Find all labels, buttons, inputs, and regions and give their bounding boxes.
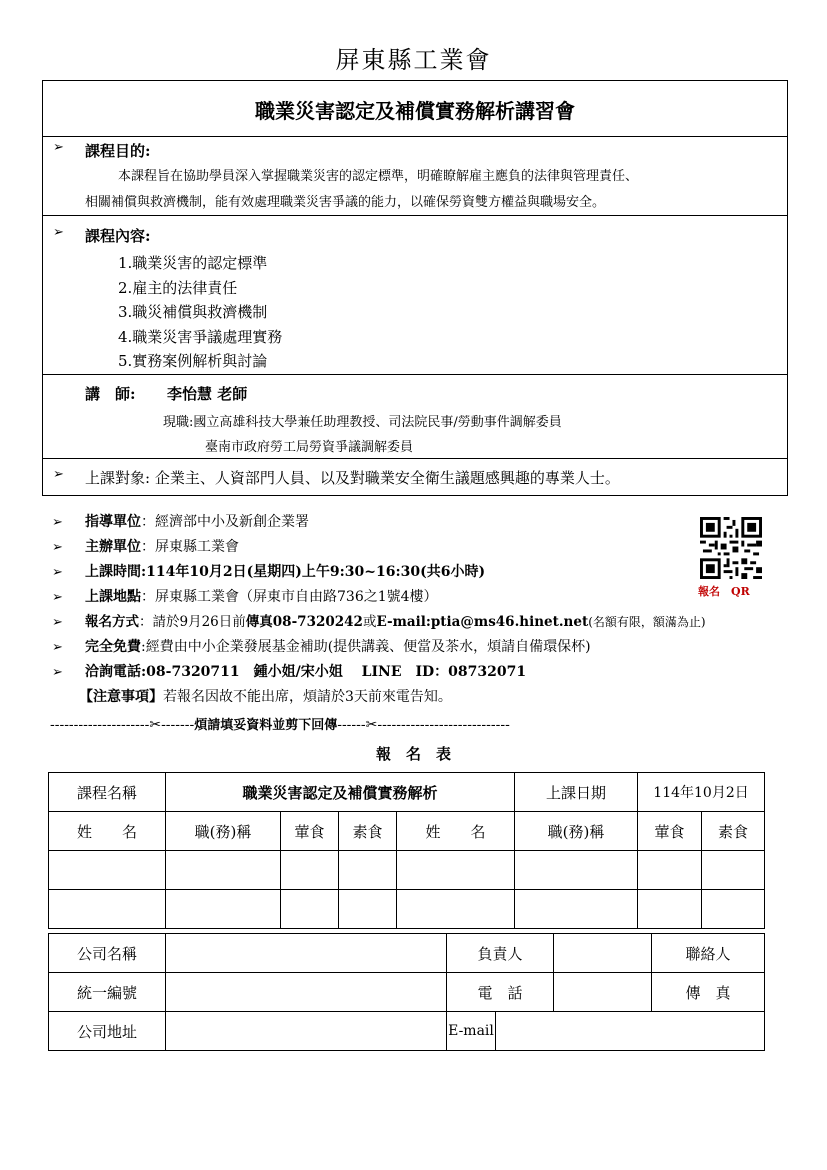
content-list (118, 251, 282, 374)
name-header: 姓 名 (397, 812, 515, 851)
signup-value: ：請於9月26日前 (139, 614, 246, 630)
course-date-label: 上課日期 (515, 773, 638, 812)
phone-field[interactable] (554, 973, 652, 1012)
course-name-label: 課程名稱 (49, 773, 166, 812)
qr-code-icon[interactable] (700, 517, 762, 579)
content-item: 5.實務案例解析與討論 (118, 352, 268, 370)
owner-label: 負責人 (447, 934, 554, 973)
scissors-icon: ✂ (149, 717, 162, 733)
company-name-field[interactable] (166, 934, 447, 973)
arrow-icon: ➢ (53, 467, 64, 482)
course-info-box (42, 80, 788, 496)
meat-cell[interactable] (638, 851, 702, 890)
veg-cell[interactable] (702, 851, 765, 890)
place-label: 上課地點 (85, 589, 141, 605)
course-date-value: 114年10月2日 (638, 773, 765, 812)
event-info (52, 510, 792, 709)
name-cell[interactable] (397, 890, 515, 929)
veg-header: 素食 (339, 812, 397, 851)
job-cell[interactable] (515, 851, 638, 890)
qr-label: 報名 QR (698, 585, 750, 598)
cut-line (50, 714, 510, 733)
free-value: :經費由中小企業發展基金補助(提供講義、便當及茶水，煩請自備環保杯) (141, 639, 591, 655)
content-item: 2.雇主的法律責任 (118, 278, 238, 297)
name-cell[interactable] (397, 851, 515, 890)
organization-title: 屏東縣工業會 (335, 46, 492, 74)
instructor-label: 講 師: (85, 385, 136, 403)
address-label: 公司地址 (49, 1012, 166, 1051)
name-cell[interactable] (49, 890, 166, 929)
table-row (49, 851, 765, 890)
company-name-label: 公司名稱 (49, 934, 166, 973)
time-value: :114年10月2日(星期四)上午9:30~16:30(共6小時) (141, 564, 486, 580)
course-title: 職業災害認定及補償實務解析講習會 (255, 99, 575, 123)
registration-table (48, 772, 765, 929)
free-label: 完全免費 (85, 639, 141, 655)
address-field[interactable] (166, 1012, 447, 1051)
signup-label: 報名方式 (85, 614, 139, 630)
cut-instruction: 煩請填妥資料並剪下回傳 (194, 718, 338, 733)
phone-label: 電 話 (447, 973, 554, 1012)
arrow-icon: ➢ (53, 140, 64, 155)
instructor-name: 李怡慧 老師 (167, 385, 248, 403)
guide-label: 指導單位 (85, 514, 141, 530)
arrow-icon: ➢ (52, 515, 63, 530)
tax-id-field[interactable] (166, 973, 447, 1012)
dashes: --------------------- (50, 717, 150, 733)
purpose-line2: 相關補償與救濟機制，能有效處理職業災害爭議的能力，以確保勞資雙方權益與職場安全。 (85, 195, 606, 210)
email-label: E-mail (447, 1012, 496, 1051)
job-title-header: 職(務)稱 (515, 812, 638, 851)
arrow-icon: ➢ (52, 590, 63, 605)
meat-header: 葷食 (281, 812, 339, 851)
time-label: 上課時間 (85, 564, 141, 580)
name-header: 姓 名 (49, 812, 166, 851)
instructor-line1: 現職:國立高雄科技大學兼任助理教授、司法院民事/勞動事件調解委員 (163, 415, 562, 430)
notice-value: 若報名因故不能出席，煩請於3天前來電告知。 (163, 689, 452, 705)
place-value: ：屏東縣工業會（屏東市自由路736之1號4樓） (141, 589, 438, 605)
arrow-icon: ➢ (52, 640, 63, 655)
arrow-icon: ➢ (52, 615, 63, 630)
job-cell[interactable] (166, 890, 281, 929)
host-label: 主辦單位 (85, 539, 141, 555)
job-cell[interactable] (166, 851, 281, 890)
arrow-icon: ➢ (52, 540, 63, 555)
owner-field[interactable] (554, 934, 652, 973)
meat-cell[interactable] (281, 890, 339, 929)
table-row (49, 890, 765, 929)
meat-header: 葷食 (638, 812, 702, 851)
signup-note: (名額有限，額滿為止) (588, 615, 706, 629)
arrow-icon: ➢ (53, 225, 64, 240)
guide-value: ：經濟部中小及新創企業署 (141, 514, 309, 530)
dashes: ------ (337, 717, 366, 733)
purpose-label: 課程目的: (85, 142, 151, 160)
fax-label: 傳 真 (652, 973, 765, 1012)
instructor-line2: 臺南市政府勞工局勞資爭議調解委員 (205, 440, 414, 455)
content-item: 3.職災補償與救濟機制 (118, 303, 268, 321)
signup-email[interactable]: E-mail:ptia@ms46.hinet.net (376, 614, 589, 630)
notice-label: 【注意事項】 (79, 689, 163, 705)
veg-cell[interactable] (339, 890, 397, 929)
contact-label: 聯絡人 (652, 934, 765, 973)
tax-id-label: 統一編號 (49, 973, 166, 1012)
dashes: ---------------------------- (377, 717, 510, 733)
meat-cell[interactable] (638, 890, 702, 929)
veg-header: 素食 (702, 812, 765, 851)
veg-cell[interactable] (339, 851, 397, 890)
company-table (48, 933, 765, 1051)
signup-or: 或 (362, 614, 377, 630)
purpose-line1: 本課程旨在協助學員深入掌握職業災害的認定標準，明確瞭解雇主應負的法律與管理責任、 (118, 169, 639, 184)
job-cell[interactable] (515, 890, 638, 929)
content-item: 1.職業災害的認定標準 (118, 254, 268, 272)
dashes: ------- (161, 717, 195, 733)
form-title: 報 名 表 (375, 745, 451, 763)
course-name-value: 職業災害認定及補償實務解析 (166, 773, 515, 812)
arrow-icon: ➢ (52, 665, 63, 680)
content-item: 4.職業災害爭議處理實務 (118, 327, 283, 346)
scissors-icon: ✂ (365, 717, 378, 733)
audience-text: 上課對象: 企業主、人資部門人員、以及對職業安全衛生議題感興趣的專業人士。 (85, 469, 620, 487)
phone-label: 洽詢電話 (85, 664, 141, 680)
job-title-header: 職(務)稱 (166, 812, 281, 851)
content-label: 課程內容: (85, 227, 151, 245)
veg-cell[interactable] (702, 890, 765, 929)
meat-cell[interactable] (281, 851, 339, 890)
name-cell[interactable] (49, 851, 166, 890)
email-field[interactable] (496, 1012, 765, 1051)
arrow-icon: ➢ (52, 565, 63, 580)
phone-value: :08-7320711 鍾小姐/宋小姐 LINE ID：08732071 (141, 664, 527, 680)
signup-fax: 傳真08-7320242 (245, 614, 363, 630)
host-value: ：屏東縣工業會 (141, 539, 239, 555)
